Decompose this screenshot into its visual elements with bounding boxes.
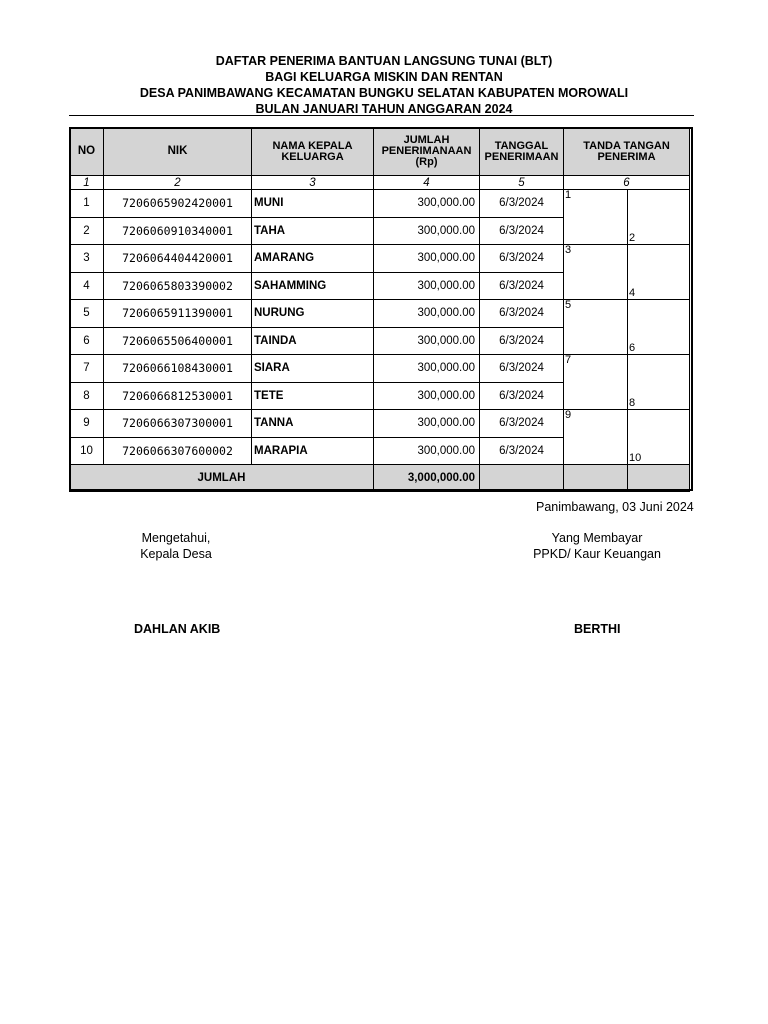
table-row (70, 355, 690, 383)
signature-number: 10 (629, 452, 642, 464)
signature-cell-right[interactable] (628, 355, 690, 410)
header-tanggal: TANGGAL PENERIMAAN (480, 128, 564, 176)
row-no: 6 (70, 327, 104, 355)
row-tanggal: 6/3/2024 (480, 300, 564, 328)
recipient-table (69, 127, 690, 492)
signature-number: 4 (629, 287, 636, 299)
signature-cell-right[interactable] (628, 245, 690, 300)
row-nama: TAINDA (252, 327, 374, 355)
row-nik: 7206064404420001 (104, 245, 252, 273)
row-jumlah: 300,000.00 (374, 190, 480, 218)
table-row (70, 300, 690, 328)
row-nama: TETE (252, 382, 374, 410)
place-date: Panimbawang, 03 Juni 2024 (536, 500, 694, 514)
row-jumlah: 300,000.00 (374, 410, 480, 438)
row-no: 3 (70, 245, 104, 273)
title-line-4: BULAN JANUARI TAHUN ANGGARAN 2024 (255, 102, 513, 116)
signature-number: 7 (565, 354, 572, 366)
row-no: 4 (70, 272, 104, 300)
total-value: 3,000,000.00 (374, 465, 480, 492)
row-tanggal: 6/3/2024 (480, 355, 564, 383)
row-nik: 7206065902420001 (104, 190, 252, 218)
table-header-row (70, 128, 690, 176)
header-nama: NAMA KEPALA KELUARGA (252, 128, 374, 176)
row-no: 5 (70, 300, 104, 328)
row-nik: 7206065803390002 (104, 272, 252, 300)
left-signatory-line-1: Mengetahui, (141, 531, 211, 545)
signature-number: 5 (565, 299, 572, 311)
row-nama: TANNA (252, 410, 374, 438)
column-number: 3 (252, 176, 374, 190)
signature-number: 2 (629, 232, 636, 244)
row-no: 8 (70, 382, 104, 410)
row-nik: 7206066108430001 (104, 355, 252, 383)
row-no: 2 (70, 217, 104, 245)
signature-cell-left[interactable] (564, 410, 628, 465)
column-number: 5 (480, 176, 564, 190)
row-jumlah: 300,000.00 (374, 217, 480, 245)
left-signatory (126, 530, 226, 562)
row-nik: 7206066812530001 (104, 382, 252, 410)
row-nama: MARAPIA (252, 437, 374, 465)
total-label: JUMLAH (70, 465, 374, 492)
row-tanggal: 6/3/2024 (480, 327, 564, 355)
document-title (0, 53, 768, 117)
row-no: 7 (70, 355, 104, 383)
row-jumlah: 300,000.00 (374, 437, 480, 465)
right-signatory-line-1: Yang Membayar (551, 531, 643, 545)
row-tanggal: 6/3/2024 (480, 272, 564, 300)
column-number: 4 (374, 176, 480, 190)
row-nama: AMARANG (252, 245, 374, 273)
title-line-2: BAGI KELUARGA MISKIN DAN RENTAN (265, 70, 503, 84)
header-tanda-tangan: TANDA TANGAN PENERIMA (564, 128, 690, 176)
row-jumlah: 300,000.00 (374, 382, 480, 410)
right-signatory (527, 530, 667, 562)
column-number: 6 (564, 176, 690, 190)
signature-cell-left[interactable] (564, 355, 628, 410)
left-signatory-line-2: Kepala Desa (140, 547, 212, 561)
signature-cell-right[interactable] (628, 190, 690, 245)
header-nik: NIK (104, 128, 252, 176)
row-nik: 7206066307600002 (104, 437, 252, 465)
title-divider (69, 115, 694, 116)
row-tanggal: 6/3/2024 (480, 410, 564, 438)
row-no: 9 (70, 410, 104, 438)
row-jumlah: 300,000.00 (374, 300, 480, 328)
row-tanggal: 6/3/2024 (480, 382, 564, 410)
row-nik: 7206065911390001 (104, 300, 252, 328)
total-empty-cell (564, 465, 628, 492)
right-signatory-line-2: PPKD/ Kaur Keuangan (533, 547, 661, 561)
column-number: 2 (104, 176, 252, 190)
row-nama: TAHA (252, 217, 374, 245)
signature-number: 1 (565, 189, 572, 201)
row-no: 1 (70, 190, 104, 218)
row-nama: SIARA (252, 355, 374, 383)
row-nama: SAHAMMING (252, 272, 374, 300)
row-nik: 7206060910340001 (104, 217, 252, 245)
row-jumlah: 300,000.00 (374, 245, 480, 273)
row-jumlah: 300,000.00 (374, 272, 480, 300)
total-empty-cell (480, 465, 564, 492)
row-nama: MUNI (252, 190, 374, 218)
header-no: NO (70, 128, 104, 176)
signature-cell-right[interactable] (628, 410, 690, 465)
row-jumlah: 300,000.00 (374, 327, 480, 355)
signature-cell-left[interactable] (564, 245, 628, 300)
signature-cell-left[interactable] (564, 190, 628, 245)
table-row (70, 190, 690, 218)
row-tanggal: 6/3/2024 (480, 217, 564, 245)
signature-number: 6 (629, 342, 636, 354)
signature-number: 8 (629, 397, 636, 409)
total-empty-cell (628, 465, 690, 492)
row-nik: 7206066307300001 (104, 410, 252, 438)
title-line-1: DAFTAR PENERIMA BANTUAN LANGSUNG TUNAI (BLT) (215, 54, 553, 68)
row-tanggal: 6/3/2024 (480, 190, 564, 218)
column-number-row (70, 176, 690, 190)
column-number: 1 (70, 176, 104, 190)
header-jumlah: JUMLAH PENERIMANAAN (Rp) (374, 128, 480, 176)
row-jumlah: 300,000.00 (374, 355, 480, 383)
left-signatory-name: DAHLAN AKIB (134, 622, 221, 636)
row-nik: 7206065506400001 (104, 327, 252, 355)
signature-number: 3 (565, 244, 572, 256)
total-row (70, 465, 690, 492)
row-tanggal: 6/3/2024 (480, 245, 564, 273)
row-tanggal: 6/3/2024 (480, 437, 564, 465)
signature-number: 9 (565, 409, 572, 421)
row-no: 10 (70, 437, 104, 465)
title-line-3: DESA PANIMBAWANG KECAMATAN BUNGKU SELATAN KABUPATEN MOROWALI (139, 86, 629, 100)
right-signatory-name: BERTHI (574, 622, 621, 636)
signature-cell-left[interactable] (564, 300, 628, 355)
table-row (70, 245, 690, 273)
row-nama: NURUNG (252, 300, 374, 328)
signature-cell-right[interactable] (628, 300, 690, 355)
table-row (70, 410, 690, 438)
